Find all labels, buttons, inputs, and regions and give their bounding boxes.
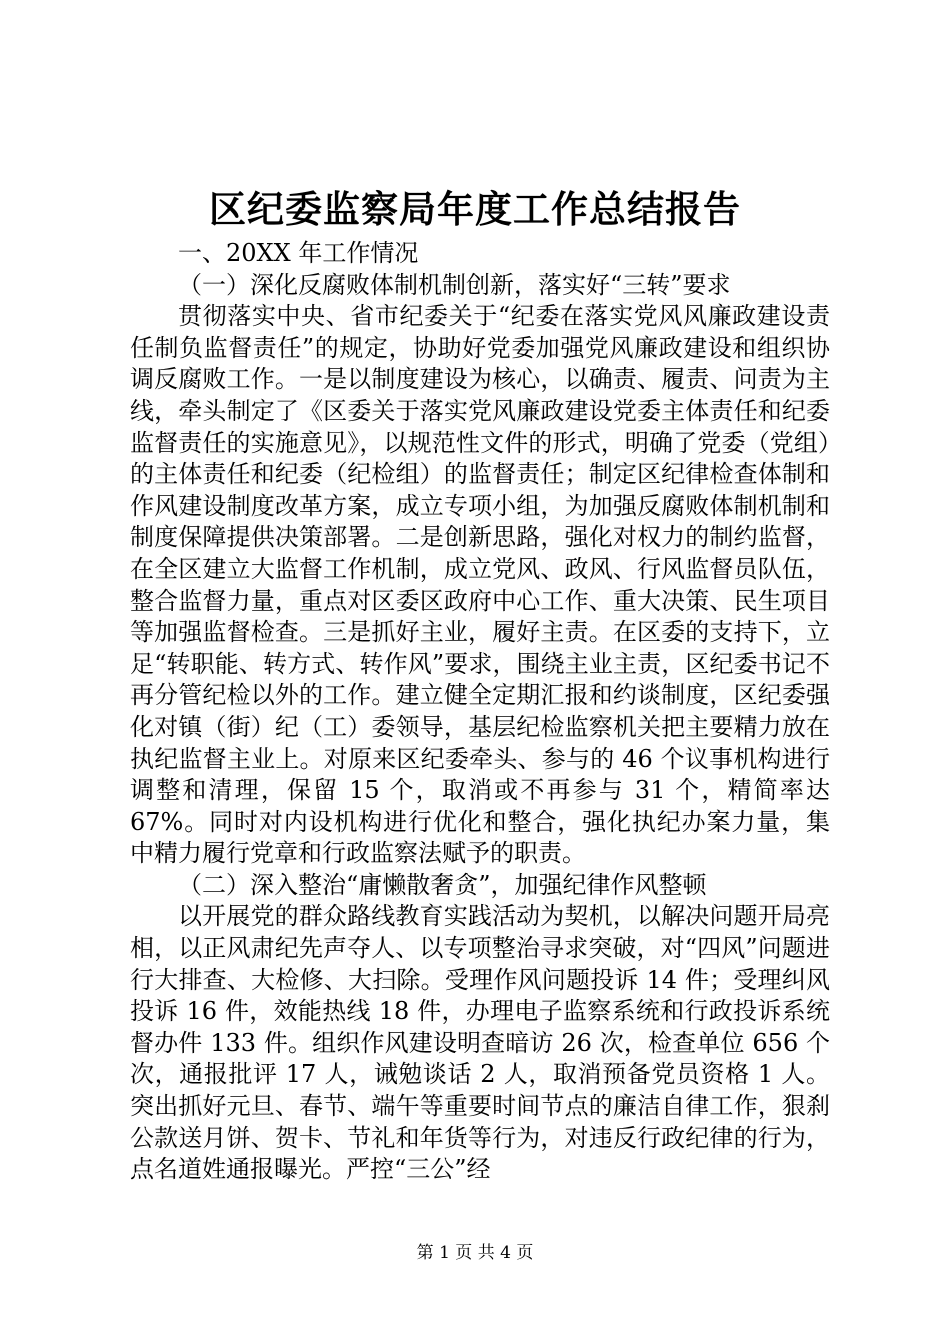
section-heading: 一、20XX 年工作情况 [178, 239, 419, 267]
page-footer: 第 1 页 共 4 页 [416, 1243, 534, 1263]
subheading-2: （二）深入整治“庸懒散奢贪”，加强纪律作风整顿 [178, 870, 707, 899]
subheading-1: （一）深化反腐败体制机制创新，落实好“三转”要求 [178, 270, 731, 299]
document-title: 区纪委监察局年度工作总结报告 [209, 187, 741, 231]
paragraph-2: 以开展党的群众路线教育实践活动为契机，以解决问题开局亮相，以正风肃纪先声夺人、以专项整治寻求突破，对“四风”问题进行大排查、大检修、大扫除。受理作风问题投诉 14 件；受理纠风投诉 16 件，效能热线 18 件，办理电子监察系统和行政投诉系统督办件 133 件。组织作风建设明查暗访 26 次，检查单位 656 个次，通报批评 17 人，诫勉谈话 2 人，取消预备党员资格 1 人。突出抓好元旦、春节、端午等重要时间节点的廉洁自律工作，狠刹公款送月饼、贺卡、节礼和年货等行为，对违反行政纪律的行为，点名道姓通报曝光。严控“三公”经 [130, 902, 830, 1184]
document-body [130, 238, 830, 1186]
paragraph-1: 贯彻落实中央、省市纪委关于“纪委在落实党风风廉政建设责任制负监督责任”的规定，协助好党委加强党风廉政建设和组织协调反腐败工作。一是以制度建设为核心，以确责、履责、问责为主线，牵头制定了《区委关于落实党风廉政建设党委主体责任和纪委监督责任的实施意见》，以规范性文件的形式，明确了党委（党组）的主体责任和纪委（纪检组）的监督责任；制定区纪律检查体制和作风建设制度改革方案，成立专项小组，为加强反腐败体制机制和制度保障提供决策部署。二是创新思路，强化对权力的制约监督，在全区建立大监督工作机制，成立党风、政风、行风监督员队伍，整合监督力量，重点对区委区政府中心工作、重大决策、民生项目等加强监督检查。三是抓好主业，履好主责。在区委的支持下，立足“转职能、转方式、转作风”要求，围绕主业主责，区纪委书记不再分管纪检以外的工作。建立健全定期汇报和约谈制度，区纪委强化对镇（街）纪（工）委领导，基层纪检监察机关把主要精力放在执纪监督主业上。对原来区纪委牵头、参与的 46 个议事机构进行调整和清理，保留 15 个，取消或不再参与 31 个，精简率达 67%。同时对内设机构进行优化和整合，强化执纪办案力量，集中精力履行党章和行政监察法赋予的职责。 [130, 302, 830, 868]
